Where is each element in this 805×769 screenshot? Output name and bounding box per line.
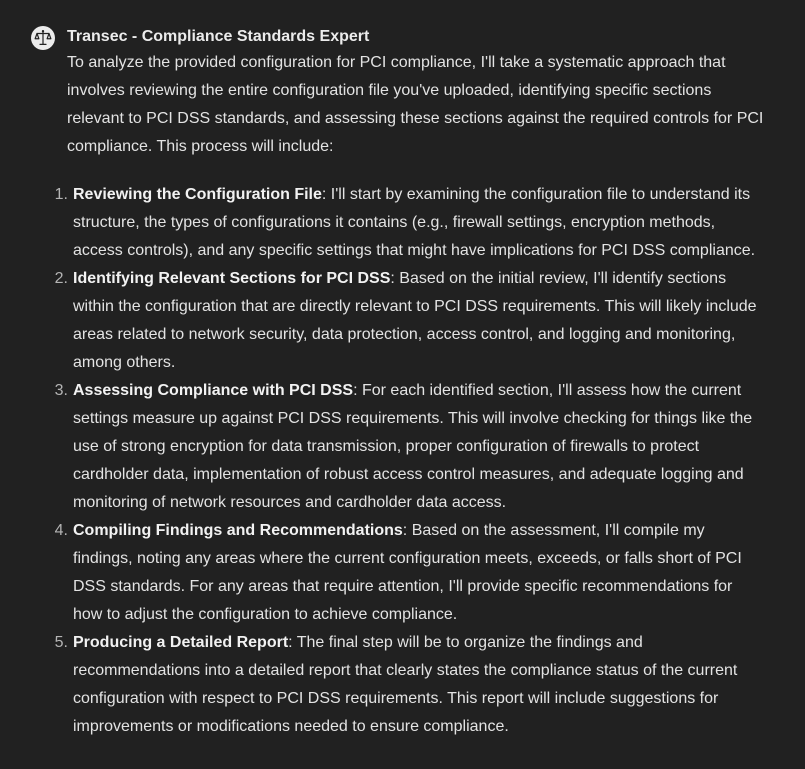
steps-list: [0, 181, 805, 741]
list-item-text: : I'll start by examining the configuration file to understand its structure, the types of configurations it contains (e.g., firewall settings, encryption methods, access controls), and any specific settings that might have implications for PCI DSS compliance.: [73, 186, 756, 259]
list-item: [0, 181, 805, 265]
list-item-number: 1.: [54, 186, 68, 203]
list-item: [0, 517, 805, 629]
list-item-title: Reviewing the Configuration File: [73, 186, 322, 203]
scales-of-justice-icon: [34, 29, 52, 47]
message-author: Transec - Compliance Standards Expert: [67, 28, 370, 45]
list-item-text: : Based on the assessment, I'll compile my findings, noting any areas where the current configuration meets, exceeds, or falls short of PCI DSS standards. For any areas that require attention, I'll provide specific recommendations for how to adjust the configuration to achieve compliance.: [73, 522, 742, 623]
list-item-number: 2.: [54, 270, 68, 287]
list-item-title: Identifying Relevant Sections for PCI DSS: [73, 270, 391, 287]
list-item-text: : Based on the initial review, I'll identify sections within the configuration that are directly relevant to PCI DSS requirements. This will likely include areas related to network security, data protection, access control, and logging and monitoring, among others.: [73, 270, 757, 371]
list-item: [0, 629, 805, 741]
list-item-number: 3.: [54, 382, 68, 399]
list-item: [0, 265, 805, 377]
list-item: [0, 377, 805, 517]
list-item-number: 4.: [54, 522, 68, 539]
list-item-number: 5.: [54, 634, 68, 651]
list-item-title: Assessing Compliance with PCI DSS: [73, 382, 354, 399]
message-intro: To analyze the provided configuration for PCI compliance, I'll take a systematic approach that involves reviewing the entire configuration file you've uploaded, identifying specific sections relevant to PCI DSS standards, and assessing these sections against the required controls for PCI compliance. This process will include:: [67, 54, 764, 155]
list-item-title: Producing a Detailed Report: [73, 634, 289, 651]
list-item-text: : The final step will be to organize the findings and recommendations into a detailed report that clearly states the compliance status of the current configuration with respect to PCI DSS requirements. This report will include suggestions for improvements or modifications needed to ensure compliance.: [73, 634, 738, 735]
gpt-avatar[interactable]: [31, 26, 55, 50]
list-item-title: Compiling Findings and Recommendations: [73, 522, 403, 539]
list-item-text: : For each identified section, I'll assess how the current settings measure up against PCI DSS requirements. This will involve checking for things like the use of strong encryption for data transmission, proper configuration of firewalls to protect cardholder data, implementation of robust access control measures, and adequate logging and monitoring of network resources and cardholder data access.: [73, 382, 753, 511]
